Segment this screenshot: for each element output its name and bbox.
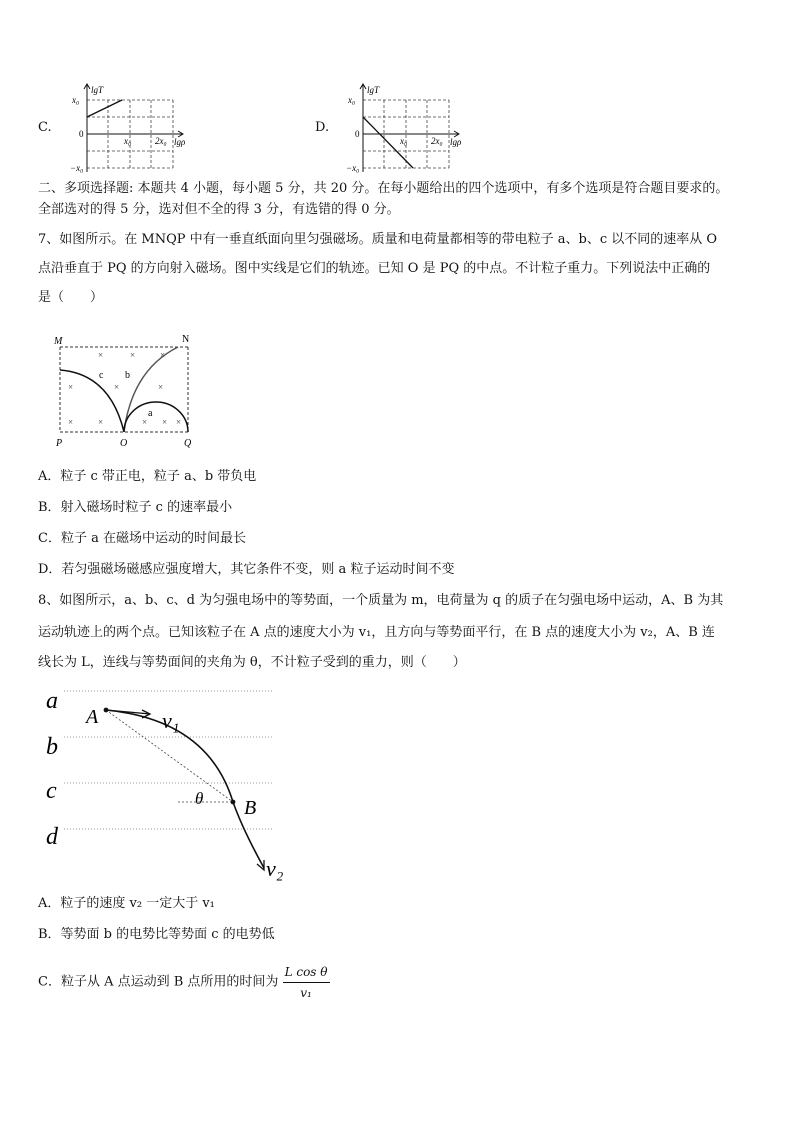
- origin-label: 0: [79, 129, 84, 139]
- label-v2: v₂: [266, 856, 284, 881]
- q8-option-b: B．等势面 b 的电势比等势面 c 的电势低: [38, 927, 275, 942]
- point-A: [104, 708, 109, 713]
- q7-figure: [50, 330, 200, 450]
- axis-label-y: lgT: [91, 85, 104, 95]
- q7-line2: 点沿垂直于 PQ 的方向射入磁场。图中实线是它们的轨迹。已知 O 是 PQ 的中点。不计粒子重力。下列说法中正确的: [38, 261, 711, 276]
- option-c-graph: [70, 82, 190, 174]
- axis-label-x: lgρ: [450, 137, 462, 147]
- svg-text:×: ×: [68, 417, 74, 427]
- svg-text:×: ×: [98, 417, 104, 427]
- option-c-label: C.: [38, 120, 52, 135]
- svg-text:×: ×: [130, 350, 136, 360]
- tick-x0: x₀: [124, 136, 132, 146]
- label-a: a: [148, 408, 153, 419]
- label-M: M: [54, 336, 63, 347]
- tick-2x0: 2x₀: [431, 136, 443, 146]
- q8-option-c: [38, 962, 330, 1003]
- fraction-denominator: v₁: [300, 986, 312, 1000]
- axis-label-x: lgρ: [174, 137, 186, 147]
- axis-label-y: lgT: [367, 85, 380, 95]
- label-N: N: [182, 334, 190, 345]
- point-B: [231, 800, 236, 805]
- q7-line3: 是（ ）: [38, 290, 104, 305]
- svg-text:×: ×: [114, 382, 120, 392]
- tick-2x0: 2x₀: [155, 136, 167, 146]
- fraction-numerator: L cos θ: [283, 962, 330, 983]
- q8-figure: [38, 680, 308, 885]
- q8-option-c-fraction: [283, 962, 330, 1003]
- q8-option-a: A．粒子的速度 v₂ 一定大于 v₁: [38, 896, 215, 911]
- option-d-graph: [346, 82, 470, 174]
- q8-option-c-text: C．粒子从 A 点运动到 B 点所用的时间为: [38, 974, 279, 990]
- q8-line3: 线长为 L，连线与等势面间的夹角为 θ，不计粒子受到的重力，则（ ）: [38, 655, 466, 670]
- svg-text:×: ×: [160, 350, 166, 360]
- label-O: O: [120, 438, 128, 449]
- graph-line: [87, 100, 122, 117]
- svg-text:×: ×: [176, 417, 182, 427]
- label-B: B: [244, 797, 257, 819]
- q7-option-c: C．粒子 a 在磁场中运动的时间最长: [38, 531, 246, 546]
- label-v1: v₁: [162, 708, 180, 733]
- label-Q: Q: [184, 438, 192, 449]
- label-P: P: [56, 438, 63, 449]
- origin-label: 0: [355, 129, 360, 139]
- svg-text:×: ×: [162, 417, 168, 427]
- q7-option-b: B．射入磁场时粒子 c 的速率最小: [38, 500, 233, 515]
- tick-x0: x₀: [400, 136, 408, 146]
- label-c: c: [99, 370, 104, 381]
- label-a: a: [46, 688, 58, 714]
- label-b: b: [125, 370, 130, 381]
- q7-line1: 7、如图所示。在 MNQP 中有一垂直纸面向里匀强磁场。质量和电荷量都相等的带电粒子 a、b、c 以不同的速率从 O: [38, 232, 718, 247]
- tick-y-pos: x₀: [72, 95, 80, 105]
- label-b: b: [46, 734, 58, 760]
- section2-line1: 二、多项选择题: 本题共 4 小题，每小题 5 分，共 20 分。在每小题给出的四个选项中，有多个选项是符合题目要求的。: [38, 181, 729, 196]
- option-d-label: D.: [315, 120, 330, 135]
- svg-text:×: ×: [142, 417, 148, 427]
- q8-line1: 8、如图所示，a、b、c、d 为匀强电场中的等势面，一个质量为 m，电荷量为 q 的质子在匀强电场中运动，A、B 为其: [38, 593, 724, 608]
- label-A: A: [86, 706, 99, 728]
- q7-option-a: A．粒子 c 带正电，粒子 a、b 带负电: [38, 469, 257, 484]
- q8-line2: 运动轨迹上的两个点。已知该粒子在 A 点的速度大小为 v₁，且方向与等势面平行，在 B 点的速度大小为 v₂，A、B 连: [38, 625, 715, 640]
- field-markers: [68, 350, 181, 427]
- label-c: c: [46, 778, 57, 804]
- tick-y-neg: −x₀: [346, 163, 360, 173]
- tick-y-pos: x₀: [348, 95, 356, 105]
- svg-text:×: ×: [98, 350, 104, 360]
- svg-text:×: ×: [68, 382, 74, 392]
- tick-y-neg: −x₀: [70, 163, 84, 173]
- label-d: d: [46, 824, 58, 850]
- svg-text:×: ×: [158, 382, 164, 392]
- section2-line2: 全部选对的得 5 分，选对但不全的得 3 分，有选错的得 0 分。: [38, 202, 400, 217]
- trajectory: [106, 710, 264, 868]
- label-theta: θ: [195, 789, 204, 808]
- q7-option-d: D．若匀强磁场磁感应强度增大，其它条件不变，则 a 粒子运动时间不变: [38, 562, 455, 577]
